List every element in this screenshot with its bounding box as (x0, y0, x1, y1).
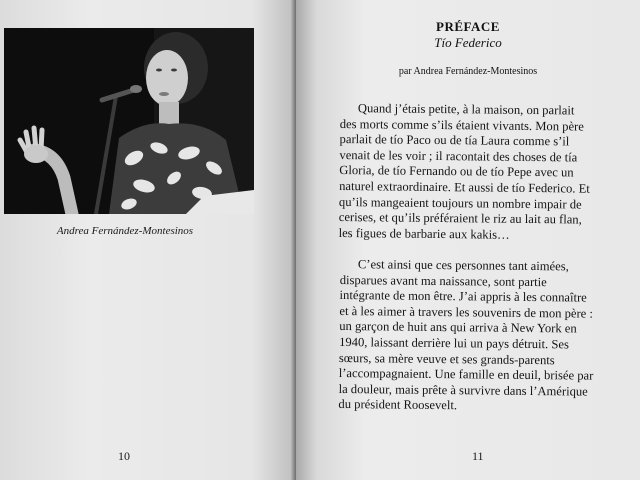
text-line: Gloria, de tío Fernando ou de tío Pepe avec un (339, 163, 574, 180)
text-line: qu’ils mangeaient toujours un nombre impair de (338, 194, 582, 212)
left-page (0, 0, 296, 480)
text-line: l’accompagnaient. Une famille en deuil, brisée par (338, 366, 594, 383)
page-number-right: 11 (472, 449, 484, 463)
text-line: les figues de barbarie aux kakis… (338, 225, 510, 242)
photo-caption: Andrea Fernández-Montesinos (56, 225, 194, 237)
text-line: la douleur, mais prête à survivre dans l’Amérique (338, 381, 588, 399)
text-line: C’est ainsi que ces personnes tant aimées, (357, 257, 569, 274)
text-line: disparues avant ma naissance, sont partie (339, 272, 547, 289)
right-page (296, 0, 640, 480)
text-line: parlait de tío Paco ou de tía Laura comme s’il (339, 132, 570, 149)
text-line: naturel extraordinaire. Et aussi de tío Federico. Et (339, 178, 590, 196)
paragraph-2 (338, 257, 628, 416)
page-number-left: 10 (118, 449, 130, 463)
text-line: intégrante de mon être. J’ai appris à les connaître (339, 288, 587, 305)
preface-title: PRÉFACE (436, 19, 500, 34)
speaker-photo (4, 28, 254, 214)
text-line: et à les aimer à travers les souvenirs de mon père : (339, 303, 594, 321)
text-line: venait de les voir ; il racontait des choses de tía (339, 147, 578, 165)
text-line: un garçon de huit ans qui arriva à New York en (339, 319, 577, 336)
text-line: Quand j’étais petite, à la maison, on parlait (357, 101, 575, 118)
preface-byline: par Andrea Fernández-Montesinos (398, 66, 538, 77)
text-line: cerises, et qu’ils préféraient le riz au lait au flan, (338, 210, 582, 227)
paragraph-1 (339, 101, 628, 244)
text-line: sœurs, sa mère veuve et ses grands-parents (338, 350, 555, 367)
text-line: des morts comme s’ils étaient vivants. Mon père (339, 116, 584, 134)
text-line: du président Roosevelt. (338, 397, 458, 413)
text-line: 1940, laissant derrière lui un pays détruit. Ses (339, 334, 569, 352)
preface-subtitle: Tío Federico (434, 35, 502, 50)
